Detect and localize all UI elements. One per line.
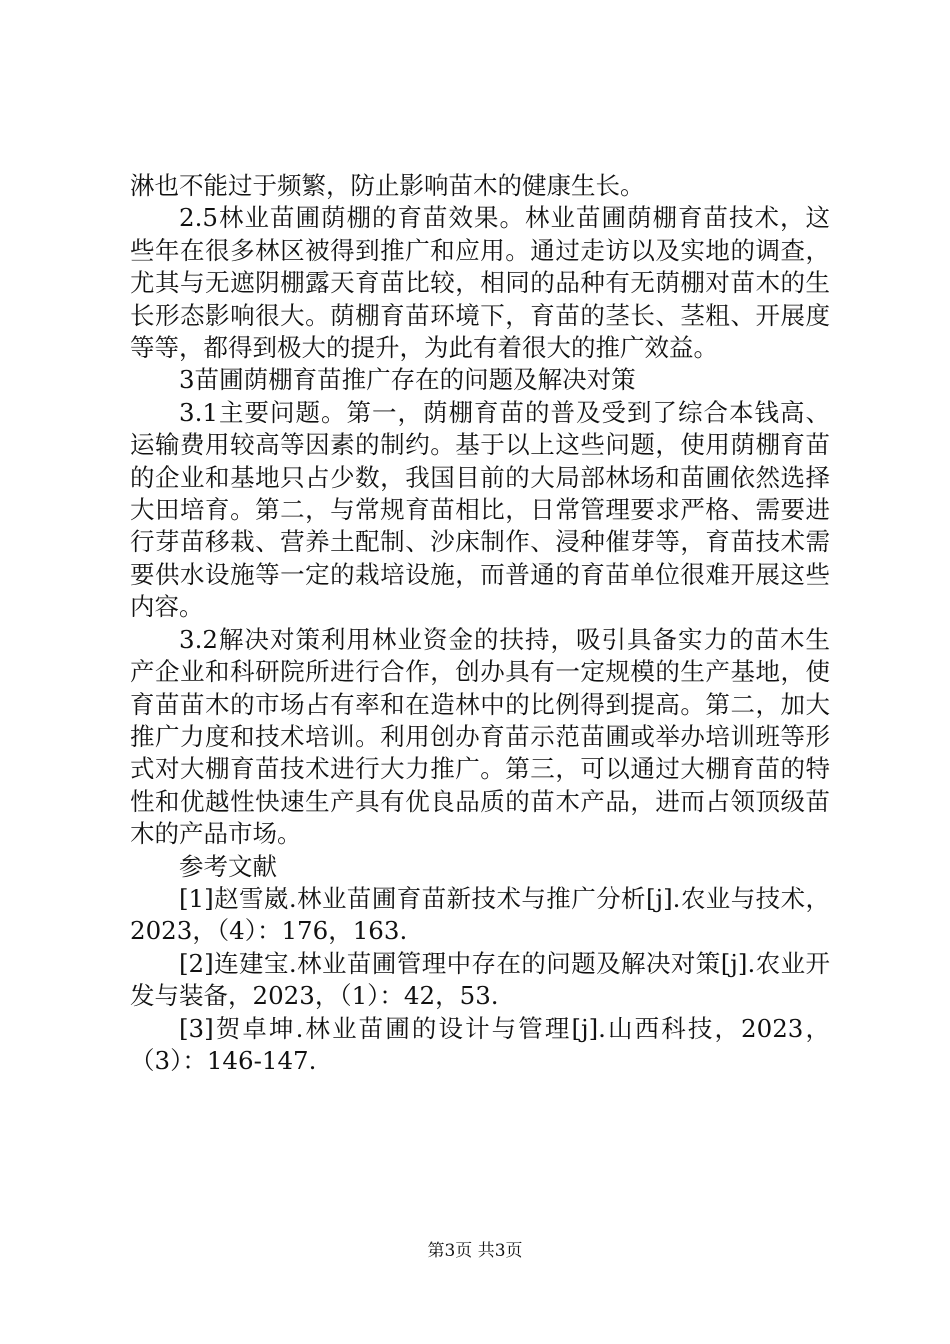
reference-item-2: [2]连建宝.林业苗圃管理中存在的问题及解决对策[j].农业开发与装备，2023，（1）：42，53. bbox=[130, 948, 830, 1011]
reference-item-3: [3]贺卓坤.林业苗圃的设计与管理[j].山西科技，2023，（3）：146-147. bbox=[130, 1013, 830, 1075]
paragraph-section-3-2: 3.2解决对策利用林业资金的扶持，吸引具备实力的苗木生产企业和科研院所进行合作，创办具有一定规模的生产基地，使育苗苗木的市场占有率和在造林中的比例得到提高。第二，加大推广力度和技术培训。利用创办育苗示范苗圃或举办培训班等形式对大棚育苗技术进行大力推广。第三，可以通过大棚育苗的特性和优越性快速生产具有优良品质的苗木产品，进而占领顶级苗木的产品市场。 bbox=[130, 624, 830, 849]
references-heading: 参考文献 bbox=[179, 851, 277, 881]
page-footer bbox=[0, 1240, 950, 1262]
paragraph-continuation: 淋也不能过于频繁，防止影响苗木的健康生长。 bbox=[130, 171, 645, 200]
page-number-label: 第3页 共3页 bbox=[427, 1241, 523, 1261]
section-heading-3: 3苗圃荫棚育苗推广存在的问题及解决对策 bbox=[179, 365, 636, 395]
reference-item-1: [1]赵雪崴.林业苗圃育苗新技术与推广分析[j].农业与技术，2023，（4）：176，163. bbox=[130, 883, 830, 946]
paragraph-section-2-5: 2.5林业苗圃荫棚的育苗效果。林业苗圃荫棚育苗技术，这些年在很多林区被得到推广和应用。通过走访以及实地的调查，尤其与无遮阴棚露天育苗比较，相同的品种有无荫棚对苗木的生长形态影响很大。荫棚育苗环境下，育苗的茎长、茎粗、开展度等等，都得到极大的提升，为此有着很大的推广效益。 bbox=[130, 203, 830, 363]
document-body bbox=[130, 170, 830, 1077]
paragraph-section-3-1: 3.1主要问题。第一，荫棚育苗的普及受到了综合本钱高、运输费用较高等因素的制约。基于以上这些问题，使用荫棚育苗的企业和基地只占少数，我国目前的大局部林场和苗圃依然选择大田培育。第二，与常规育苗相比，日常管理要求严格、需要进行芽苗移栽、营养土配制、沙床制作、浸种催芽等，育苗技术需要供水设施等一定的栽培设施，而普通的育苗单位很难开展这些内容。 bbox=[130, 397, 830, 622]
